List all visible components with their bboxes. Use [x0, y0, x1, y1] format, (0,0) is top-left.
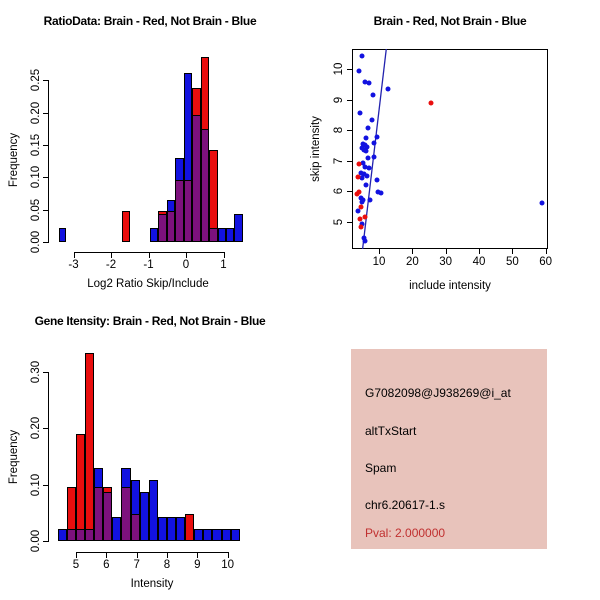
x-axis-tick-label: 10	[372, 256, 386, 269]
y-axis-tick-label: 0.10	[30, 166, 42, 189]
scatter-point-red	[362, 214, 367, 219]
x-axis-tick-label: 6	[103, 559, 110, 571]
y-axis-tick	[43, 372, 48, 373]
x-axis-tick-label: 10	[221, 559, 235, 571]
x-axis-tick-label: 30	[439, 256, 453, 269]
y-axis-tick-label: 0.05	[30, 198, 42, 221]
hist-bar-blue	[176, 517, 185, 541]
scatter-point-blue	[366, 156, 371, 161]
gene-intensity-histogram-title: Gene Itensity: Brain - Red, Not Brain - Blue	[34, 314, 266, 328]
scatter-point-blue	[363, 136, 368, 141]
hist-bar-blue	[149, 480, 158, 541]
hist-bar-blue	[231, 529, 240, 541]
x-axis-tick	[111, 252, 112, 258]
x-axis-tick	[197, 552, 198, 558]
ratio-histogram-panel	[0, 0, 300, 300]
y-axis-tick-label: 0.10	[30, 473, 42, 496]
x-axis-tick-label: 5	[72, 559, 80, 571]
hist-bar-blue	[218, 228, 227, 242]
gene-intensity-histogram-xlabel: Intensity	[130, 578, 174, 590]
y-axis-tick-label: 5	[332, 218, 345, 225]
x-axis-tick-label: 50	[505, 256, 519, 269]
scatter-point-blue	[385, 87, 390, 92]
scatter-point-blue	[366, 126, 371, 131]
hist-bar-blue	[158, 517, 167, 541]
spam-text: Spam	[365, 461, 397, 475]
y-axis-tick	[43, 541, 48, 542]
hist-bar-red	[103, 487, 112, 493]
hist-bar-blue	[167, 200, 175, 212]
hist-bar-red	[201, 57, 210, 130]
x-axis-tick	[149, 252, 150, 258]
scatter-point-red	[428, 100, 433, 105]
hist-bar-blue	[121, 468, 130, 489]
y-axis-tick-label: 6	[332, 187, 345, 195]
hist-bar-red	[122, 211, 130, 242]
hist-bar-red	[76, 434, 85, 530]
hist-bar-overlap	[158, 214, 167, 242]
hist-bar-overlap	[167, 211, 175, 242]
scatter-point-blue	[359, 199, 364, 204]
x-axis-line	[76, 552, 229, 553]
hist-bar-blue	[194, 529, 203, 541]
y-axis-tick-label: 0.00	[30, 230, 42, 254]
scatter-point-blue	[374, 177, 379, 182]
scatter-point-blue	[367, 166, 372, 171]
x-axis-tick-label: 8	[163, 559, 171, 571]
scatter-point-blue	[363, 182, 368, 187]
y-axis-tick-label: 0.30	[30, 360, 42, 384]
x-axis-tick-label: 0	[182, 259, 190, 271]
x-axis-tick	[512, 249, 513, 254]
x-axis-tick	[74, 252, 75, 258]
hist-bar-overlap	[94, 487, 103, 541]
hist-bar-blue	[59, 228, 67, 242]
y-axis-tick-label: 0.20	[30, 417, 42, 440]
scatter-point-blue	[360, 53, 365, 58]
pval-text: Pval: 2.000000	[365, 526, 446, 540]
probe-id-text: G7082098@J938269@i_at	[365, 386, 511, 400]
x-axis-tick-label: -3	[68, 259, 79, 271]
hist-bar-red	[85, 353, 94, 529]
scatter-point-blue	[364, 149, 369, 154]
x-axis-tick-label: -1	[143, 259, 154, 271]
hist-bar-blue	[150, 228, 158, 242]
scatter-point-blue	[357, 68, 362, 73]
hist-bar-overlap	[121, 487, 130, 541]
hist-bar-blue	[140, 492, 149, 541]
y-axis-tick	[43, 80, 48, 81]
y-axis-tick	[43, 242, 48, 243]
y-axis-tick-label: 0.25	[30, 69, 42, 92]
y-axis-tick-label: 9	[332, 96, 345, 103]
hist-bar-blue	[226, 228, 234, 242]
x-axis-tick	[186, 252, 187, 258]
y-axis-tick-label: 0.20	[30, 101, 42, 124]
intensity-scatter-title: Brain - Red, Not Brain - Blue	[373, 14, 527, 28]
scatter-point-red	[357, 162, 362, 167]
x-axis-tick-label: -2	[105, 259, 117, 271]
hist-bar-overlap	[209, 228, 217, 242]
intensity-scatter-panel	[300, 0, 600, 300]
hist-bar-red	[192, 88, 200, 116]
x-axis-tick	[228, 552, 229, 558]
hist-bar-blue	[58, 529, 67, 541]
x-axis-tick	[479, 249, 480, 254]
hist-bar-overlap	[67, 529, 76, 541]
scatter-point-blue	[378, 191, 383, 196]
hist-bar-blue	[131, 480, 140, 515]
hist-bar-blue	[222, 529, 231, 541]
ratio-histogram-xlabel: Log2 Ratio Skip/Include	[87, 278, 209, 290]
y-axis-line	[48, 372, 49, 542]
x-axis-tick-label: 1	[220, 259, 227, 271]
hist-bar-overlap	[201, 129, 210, 242]
scatter-point-blue	[370, 92, 375, 97]
hist-bar-overlap	[192, 115, 200, 242]
hist-bar-overlap	[85, 529, 94, 541]
hist-bar-blue	[175, 158, 184, 182]
scatter-point-red	[358, 224, 363, 229]
scatter-point-red	[355, 192, 360, 197]
x-axis-tick	[76, 552, 77, 558]
scatter-point-blue	[356, 209, 361, 214]
scatter-point-blue	[539, 200, 544, 205]
ratio-histogram-ylabel: Frequency	[8, 132, 20, 188]
intensity-scatter-ylabel: skip intensity	[310, 116, 322, 182]
x-axis-tick-label: 20	[405, 256, 419, 269]
scatter-point-blue	[367, 80, 372, 85]
scatter-point-blue	[370, 117, 375, 122]
scatter-point-red	[359, 205, 364, 210]
x-axis-tick	[106, 552, 107, 558]
ratio-histogram-title: RatioData: Brain - Red, Not Brain - Blue	[43, 14, 257, 28]
hist-bar-overlap	[184, 180, 193, 242]
x-axis-tick	[167, 552, 168, 558]
scatter-point-blue	[360, 176, 365, 181]
scatter-point-blue	[372, 154, 377, 159]
hist-bar-overlap	[76, 529, 85, 541]
x-axis-tick	[546, 249, 547, 254]
y-axis-tick-label: 8	[332, 126, 345, 134]
scatter-point-blue	[363, 239, 368, 244]
x-axis-tick	[137, 552, 138, 558]
x-axis-tick-label: 9	[194, 559, 201, 571]
hist-bar-red	[67, 487, 76, 529]
y-axis-tick	[43, 485, 48, 486]
x-axis-tick	[412, 249, 413, 254]
x-axis-tick	[224, 252, 225, 258]
chromosome-text: chr6.20617-1.s	[365, 498, 446, 512]
y-axis-tick	[43, 210, 48, 211]
info-panel-background	[351, 349, 547, 549]
hist-bar-overlap	[175, 180, 184, 242]
info-panel	[300, 300, 600, 600]
x-axis-tick-label: 60	[539, 256, 553, 269]
y-axis-line	[48, 80, 49, 243]
x-axis-tick-label: 40	[472, 256, 486, 269]
hist-bar-red	[209, 150, 217, 229]
hist-bar-blue	[184, 73, 193, 181]
scatter-point-red	[358, 217, 363, 222]
y-axis-tick	[43, 113, 48, 114]
scatter-point-blue	[368, 197, 373, 202]
y-axis-tick-label: 0.00	[30, 529, 42, 553]
alt-tx-start-text: altTxStart	[365, 424, 417, 438]
x-axis-tick	[446, 249, 447, 254]
hist-bar-blue	[234, 214, 243, 242]
scatter-point-red	[355, 175, 360, 180]
y-axis-tick	[43, 177, 48, 178]
hist-bar-overlap	[103, 492, 112, 541]
y-axis-tick-label: 10	[332, 62, 345, 76]
fit-line-layer	[352, 49, 549, 249]
hist-bar-red	[185, 514, 194, 541]
hist-bar-overlap	[131, 514, 140, 541]
hist-bar-red	[158, 211, 167, 215]
y-axis-tick	[43, 145, 48, 146]
scatter-point-blue	[372, 141, 377, 146]
y-axis-tick-label: 7	[332, 157, 345, 164]
x-axis-tick	[379, 249, 380, 254]
scatter-point-blue	[364, 173, 369, 178]
scatter-point-blue	[358, 110, 363, 115]
y-axis-tick-label: 0.15	[30, 133, 42, 157]
hist-bar-blue	[212, 529, 221, 541]
gene-intensity-histogram-panel	[0, 300, 300, 600]
intensity-scatter-xlabel: include intensity	[409, 280, 491, 292]
scatter-point-blue	[375, 135, 380, 140]
hist-bar-blue	[94, 468, 103, 489]
gene-intensity-histogram-ylabel: Frequency	[8, 429, 20, 485]
x-axis-tick-label: 7	[133, 559, 140, 571]
hist-bar-blue	[203, 529, 212, 541]
hist-bar-blue	[112, 517, 121, 541]
y-axis-tick	[43, 428, 48, 429]
hist-bar-blue	[167, 517, 176, 541]
